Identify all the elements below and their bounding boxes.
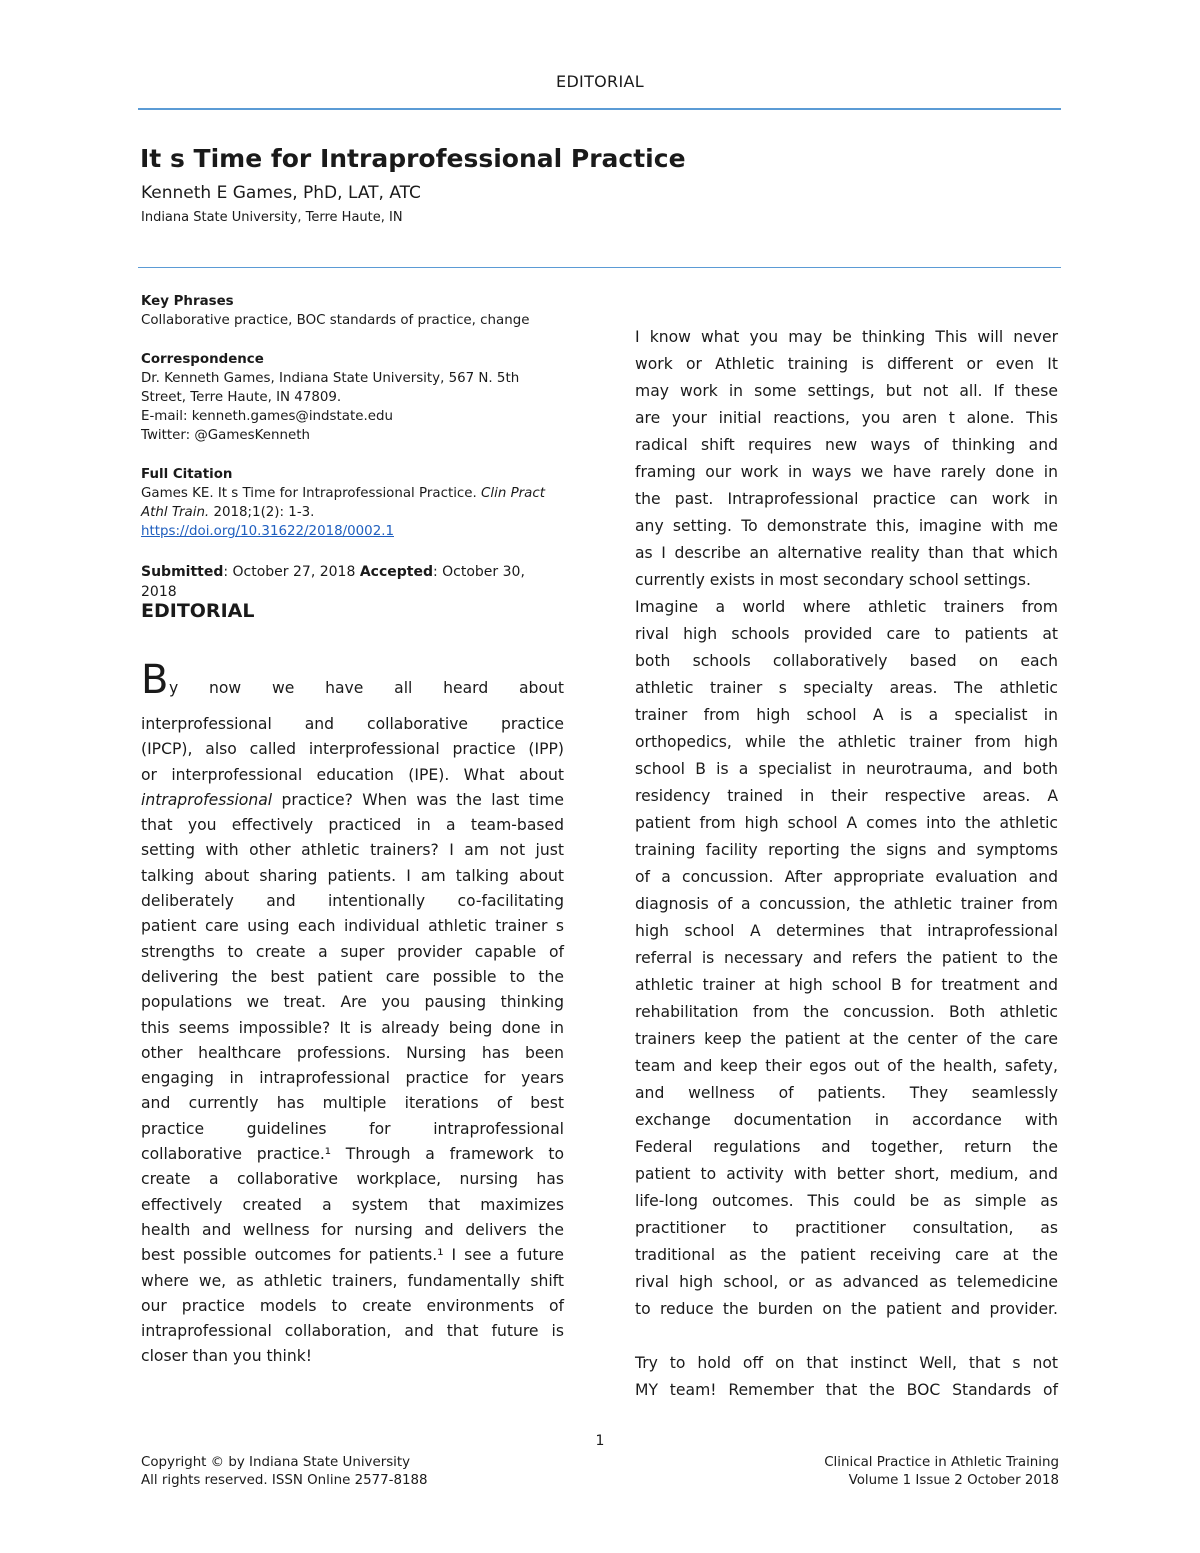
body-text-line: our practice models to create environments of bbox=[141, 1296, 564, 1315]
body-text-line: where we, as athletic trainers, fundamentally shift bbox=[141, 1271, 564, 1290]
body-text-line: exchange documentation in accordance with bbox=[635, 1111, 1058, 1129]
body-text-line: delivering the best patient care possible to the bbox=[141, 967, 564, 986]
submission-dates bbox=[141, 562, 564, 602]
body-text-line: team and keep their egos out of the health, safety, bbox=[635, 1057, 1058, 1075]
paragraph bbox=[635, 324, 1058, 594]
body-text-line: referral is necessary and refers the patient to the bbox=[635, 949, 1058, 967]
body-text-line: collaborative practice.¹ Through a framework to bbox=[141, 1145, 564, 1164]
body-text-line: or interprofessional education (IPE). What about bbox=[141, 765, 564, 784]
body-text-line: MY team! Remember that the BOC Standards of bbox=[635, 1381, 1058, 1399]
body-text-line: residency trained in their respective areas. A bbox=[635, 787, 1058, 805]
body-text-line: rival high schools provided care to patients at bbox=[635, 625, 1058, 643]
footer-copyright bbox=[141, 1454, 428, 1490]
article-title: It s Time for Intraprofessional Practice bbox=[140, 144, 686, 173]
body-text-line: Try to hold off on that instinct Well, that s not bbox=[635, 1354, 1058, 1372]
body-text-line: athletic trainer at high school B for treatment and bbox=[635, 976, 1058, 994]
body-text-line: this seems impossible? It is already being done in bbox=[141, 1018, 564, 1037]
correspondence-email: E-mail: kenneth.games@indstate.edu bbox=[141, 409, 393, 424]
paragraph bbox=[635, 1350, 1058, 1404]
article-author: Kenneth E Games, PhD, LAT, ATC bbox=[141, 183, 421, 203]
correspondence-line: Street, Terre Haute, IN 47809. bbox=[141, 390, 342, 405]
citation-label: Full Citation bbox=[141, 467, 233, 482]
body-text-line: radical shift requires new ways of thinking and bbox=[635, 436, 1058, 454]
key-phrases-label: Key Phrases bbox=[141, 294, 234, 309]
copyright-line: Copyright © by Indiana State University bbox=[141, 1455, 411, 1470]
body-text-line: closer than you think! bbox=[141, 1347, 313, 1366]
body-text-line: health and wellness for nursing and delivers the bbox=[141, 1220, 564, 1239]
accepted-date: : October 30, 2018 bbox=[141, 564, 525, 600]
body-text-line: currently exists in most secondary school settings. bbox=[635, 571, 1031, 589]
body-text-line: rival high school, or as advanced as telemedicine bbox=[635, 1273, 1058, 1291]
body-text-line: strengths to create a super provider capable of bbox=[141, 942, 564, 961]
full-citation bbox=[141, 484, 564, 522]
rights-line: All rights reserved. ISSN Online 2577-8188 bbox=[141, 1473, 428, 1488]
correspondence-twitter: Twitter: @GamesKenneth bbox=[141, 428, 310, 443]
correspondence-label: Correspondence bbox=[141, 352, 264, 367]
journal-volume: Volume 1 Issue 2 October 2018 bbox=[848, 1473, 1059, 1488]
body-text-line: talking about sharing patients. I am talking about bbox=[141, 866, 564, 885]
body-text-line: trainer from high school A is a specialist in bbox=[635, 706, 1058, 724]
opening-line bbox=[141, 657, 564, 703]
body-text-line: athletic trainer s specialty areas. The athletic bbox=[635, 679, 1058, 697]
page-number: 1 bbox=[595, 1433, 605, 1449]
body-text-line: deliberately and intentionally co-facilitating bbox=[141, 892, 564, 911]
body-text-line: Imagine a world where athletic trainers from bbox=[635, 598, 1058, 616]
article-metadata bbox=[141, 292, 564, 602]
body-text-line: create a collaborative workplace, nursing has bbox=[141, 1170, 564, 1189]
body-text-line: of a concussion. After appropriate evaluation and bbox=[635, 868, 1058, 886]
body-text-line: setting with other athletic trainers? I am not just bbox=[141, 841, 564, 860]
body-text-line: best possible outcomes for patients.¹ I see a future bbox=[141, 1246, 564, 1265]
author-affiliation: Indiana State University, Terre Haute, IN bbox=[141, 210, 403, 225]
body-text-line: framing our work in ways we have rarely done in bbox=[635, 463, 1058, 481]
body-text-line: the past. Intraprofessional practice can work in bbox=[635, 490, 1058, 508]
body-text-line: to reduce the burden on the patient and provider. bbox=[635, 1300, 1058, 1318]
body-text-line: rehabilitation from the concussion. Both athletic bbox=[635, 1003, 1058, 1021]
body-text-line: work or Athletic training is different or even It bbox=[635, 355, 1058, 373]
drop-cap: B bbox=[141, 657, 169, 703]
title-rule bbox=[138, 267, 1061, 268]
citation-journal: Clin Pract bbox=[481, 486, 545, 501]
citation-text: Games KE. It s Time for Intraprofessional Practice. bbox=[141, 486, 482, 501]
left-column-body bbox=[141, 712, 564, 1370]
footer-journal bbox=[824, 1454, 1059, 1490]
body-text-line: any setting. To demonstrate this, imagine with me bbox=[635, 517, 1058, 535]
submitted-label: Submitted bbox=[141, 564, 224, 580]
body-text-line: both schools collaboratively based on each bbox=[635, 652, 1058, 670]
body-text-line: diagnosis of a concussion, the athletic trainer from bbox=[635, 895, 1058, 913]
running-header: EDITORIAL bbox=[556, 72, 644, 91]
accepted-label: Accepted bbox=[359, 564, 433, 580]
doi-link[interactable]: https://doi.org/10.31622/2018/0002.1 bbox=[141, 524, 394, 539]
body-text-line: orthopedics, while the athletic trainer from high bbox=[635, 733, 1058, 751]
body-text-line: practice guidelines for intraprofessional bbox=[141, 1119, 564, 1138]
right-column-body bbox=[635, 324, 1058, 1404]
submitted-date: : October 27, 2018 bbox=[223, 564, 360, 580]
opening-line-text: y now we have all heard about bbox=[169, 679, 564, 697]
body-text-line: and wellness of patients. They seamlessly bbox=[635, 1084, 1058, 1102]
paragraph bbox=[635, 594, 1058, 1323]
body-text-line: populations we treat. Are you pausing thinking bbox=[141, 993, 564, 1012]
body-text-line: as I describe an alternative reality than that which bbox=[635, 544, 1058, 562]
body-text-line: school B is a specialist in neurotrauma, and both bbox=[635, 760, 1058, 778]
section-heading: EDITORIAL bbox=[141, 600, 255, 622]
body-text-line: intraprofessional practice? When was the last time bbox=[141, 790, 564, 809]
body-text-line: may work in some settings, but not all. If these bbox=[635, 382, 1058, 400]
body-text-line: and currently has multiple iterations of best bbox=[141, 1094, 564, 1113]
body-text-line: practitioner to practitioner consultation, as bbox=[635, 1219, 1058, 1237]
body-text-line: Federal regulations and together, return the bbox=[635, 1138, 1058, 1156]
body-text-line: patient from high school A comes into the athletic bbox=[635, 814, 1058, 832]
journal-name: Clinical Practice in Athletic Training bbox=[824, 1455, 1059, 1470]
key-phrases: Collaborative practice, BOC standards of practice, change bbox=[141, 313, 530, 328]
citation-volume: 2018;1(2): 1-3. bbox=[209, 505, 315, 520]
body-text-line: (IPCP), also called interprofessional practice (IPP) bbox=[141, 740, 564, 759]
body-text-line: high school A determines that intraprofessional bbox=[635, 922, 1058, 940]
body-text-line: that you effectively practiced in a team-based bbox=[141, 816, 564, 835]
correspondence-line: Dr. Kenneth Games, Indiana State University, 567 N. 5th bbox=[141, 371, 520, 386]
header-rule bbox=[138, 108, 1061, 110]
body-text-line: trainers keep the patient at the center of the care bbox=[635, 1030, 1058, 1048]
body-text-line: intraprofessional collaboration, and that future is bbox=[141, 1322, 564, 1341]
body-text-line: engaging in intraprofessional practice for years bbox=[141, 1069, 564, 1088]
body-text-line: interprofessional and collaborative practice bbox=[141, 715, 564, 733]
body-text-line: other healthcare professions. Nursing has been bbox=[141, 1043, 564, 1062]
body-text-line: patient to activity with better short, medium, and bbox=[635, 1165, 1058, 1183]
body-text-line: are your initial reactions, you aren t alone. This bbox=[635, 409, 1058, 427]
body-text-line: patient care using each individual athletic trainer s bbox=[141, 917, 564, 936]
body-text-line: training facility reporting the signs and symptoms bbox=[635, 841, 1058, 859]
body-text-line: traditional as the patient receiving care at the bbox=[635, 1246, 1058, 1264]
body-text-line: effectively created a system that maximizes bbox=[141, 1195, 564, 1214]
citation-journal-cont: Athl Train. bbox=[141, 505, 210, 520]
body-text-line: I know what you may be thinking This will never bbox=[635, 328, 1058, 346]
body-text-line: life-long outcomes. This could be as simple as bbox=[635, 1192, 1058, 1210]
